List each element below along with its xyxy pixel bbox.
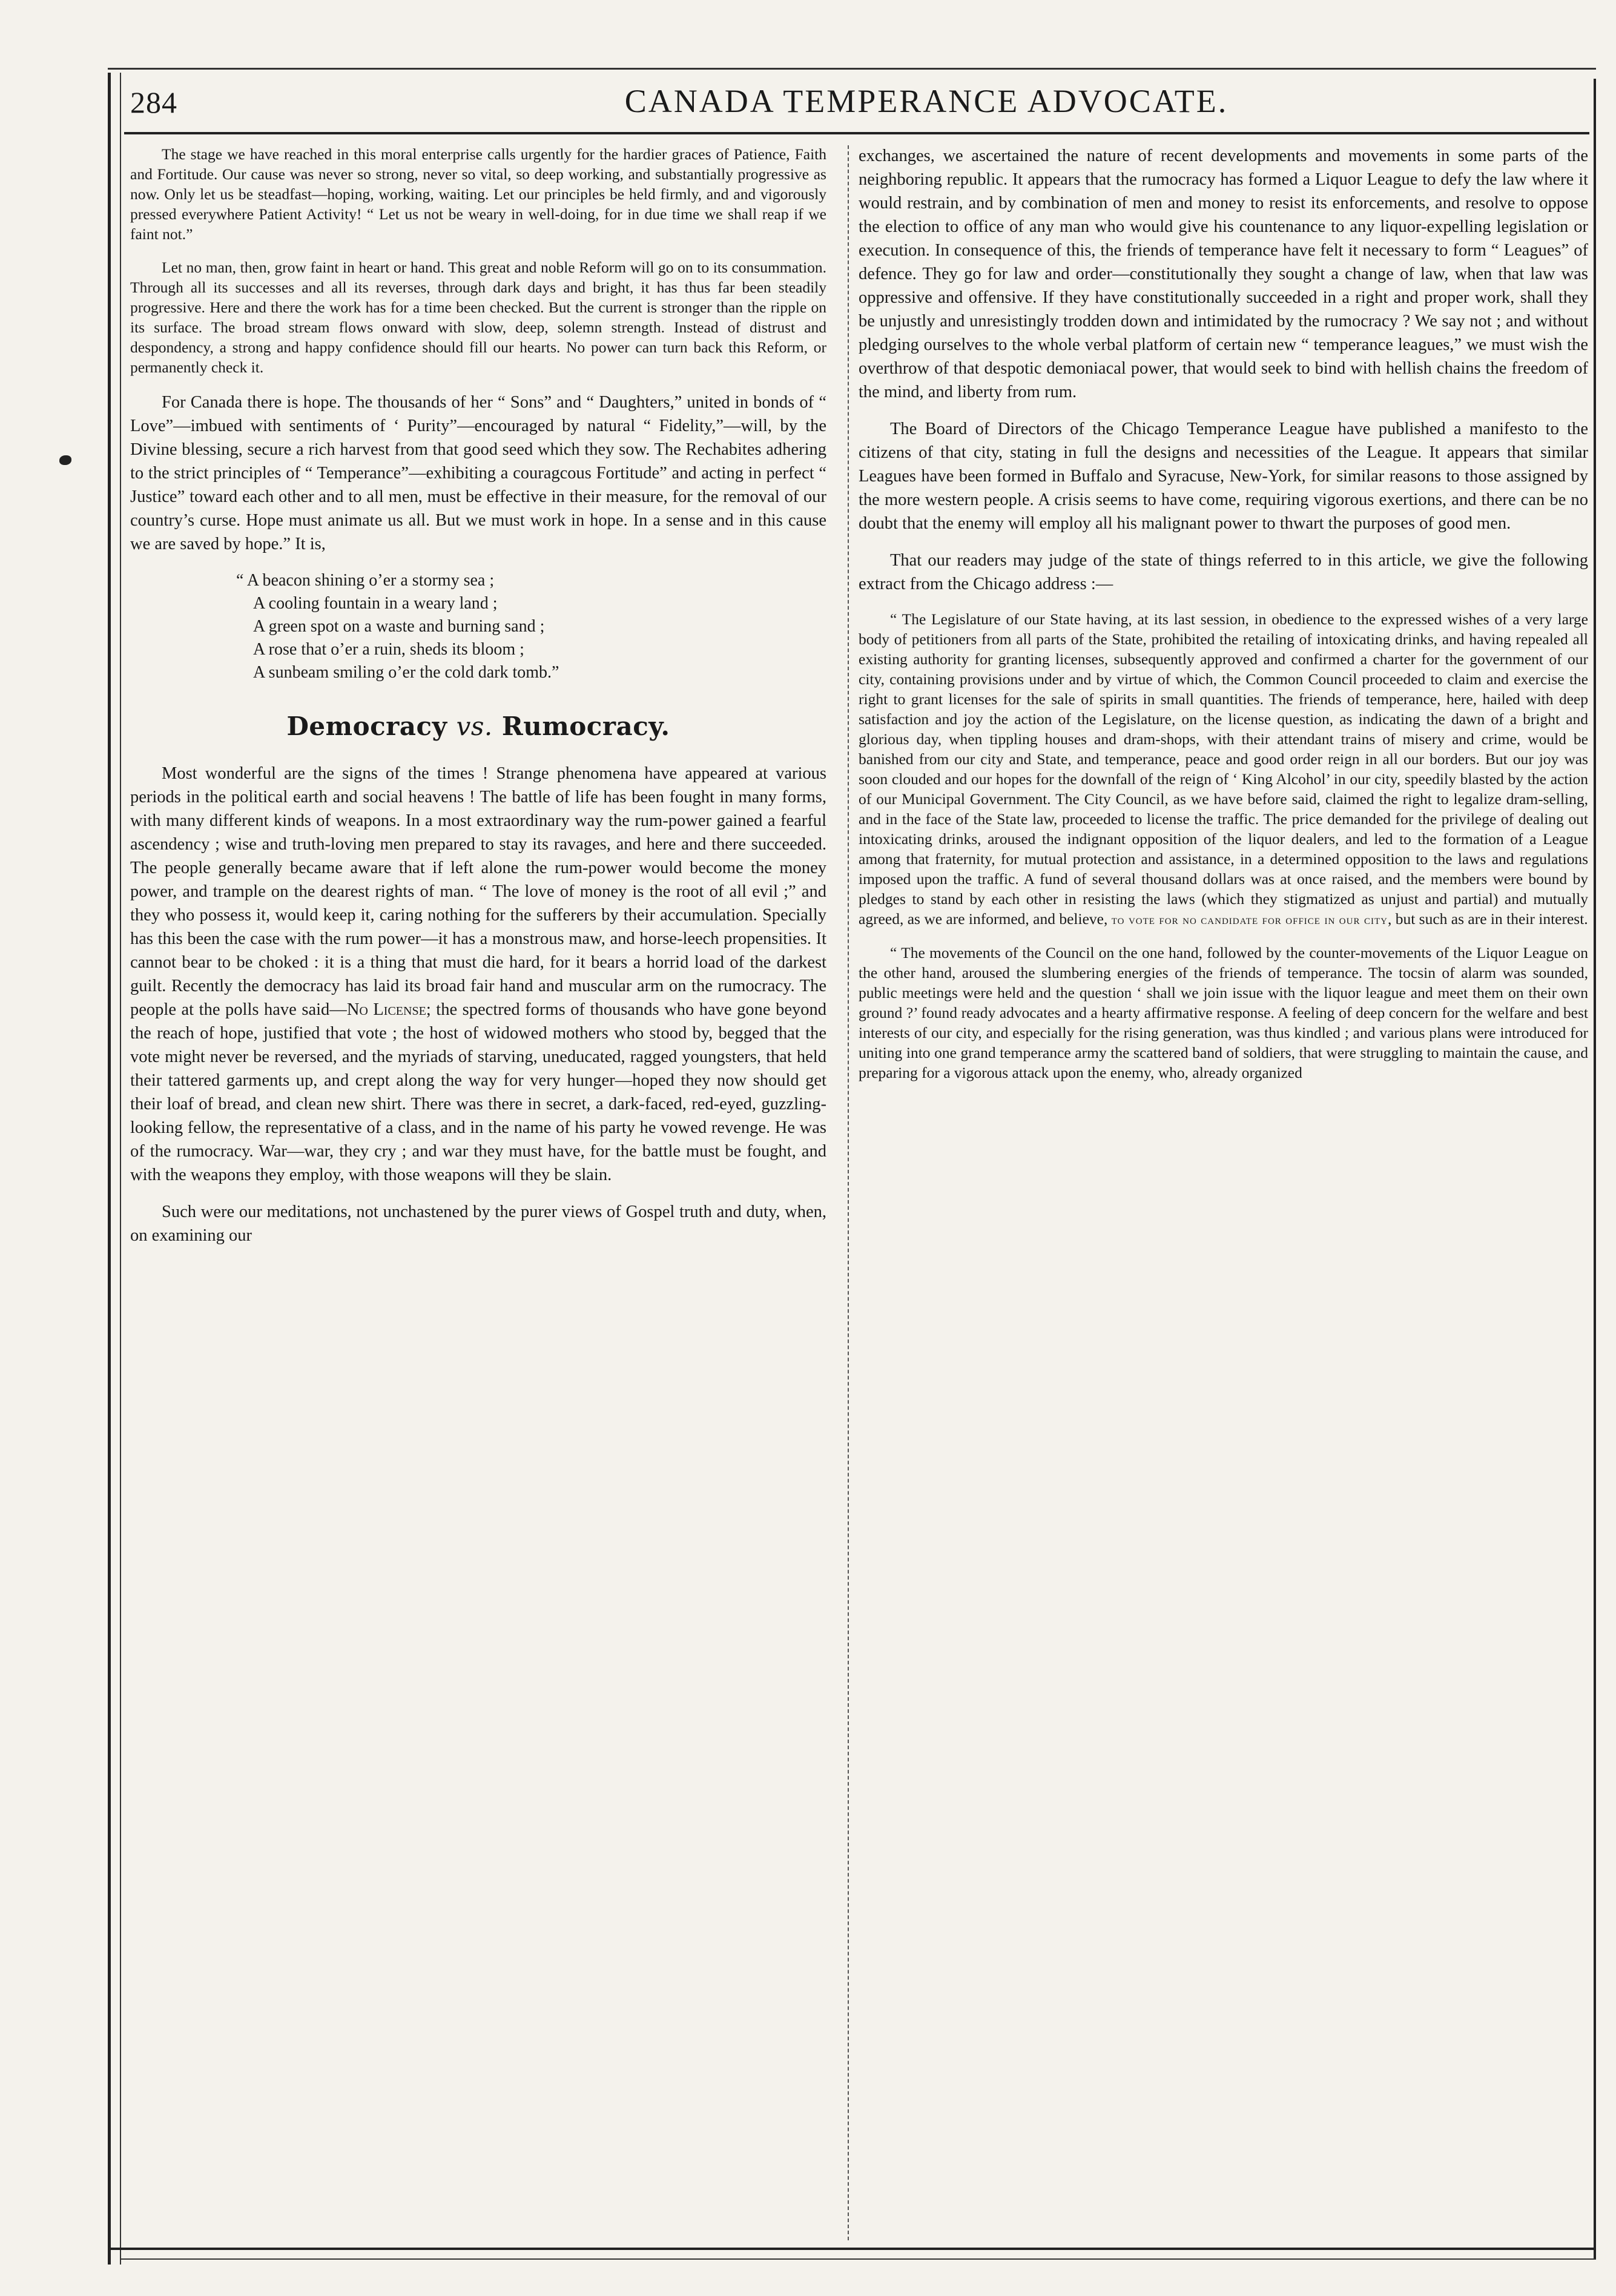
poem-line: A rose that o’er a ruin, sheds its bloom ;	[253, 640, 524, 659]
frame-top-rule	[108, 68, 1596, 70]
left-column	[130, 144, 826, 1261]
frame-bottom-rule-inner	[120, 2258, 1596, 2260]
vote-pledge-text: to vote for no candidate for office in our city	[1111, 912, 1388, 927]
margin-ink-blot-icon	[59, 455, 71, 465]
right-column	[859, 144, 1588, 1096]
poem-line: A green spot on a waste and burning sand ;	[253, 617, 545, 636]
header-rule	[124, 132, 1589, 134]
frame-right-rule	[1594, 79, 1596, 2258]
article-heading	[130, 708, 826, 745]
frame-left-rule-inner	[120, 73, 121, 2265]
poem-line: A cooling fountain in a weary land ;	[253, 594, 498, 613]
frame-bottom-rule-outer	[108, 2248, 1596, 2250]
no-license-text: No License	[346, 1000, 426, 1019]
paragraph: That our readers may judge of the state of things referred to in this article, we give the following extract from the Chicago address :—	[859, 551, 1588, 593]
paragraph-text: , but such as are in their interest.	[1387, 910, 1588, 928]
paragraph-text: ; the spectred forms of thousands who have gone beyond the reach of hope, justified that vote ; the host of widowed mothers who stood by, begged that the vote might never be reversed, and the myriads of starving, uneducated, ragged youngsters, that held their tattered garments up, and crept along the way for very hunger—hoped they now should get their loaf of bread, and clean new shirt. There was there in secret, a dark-faced, red-eyed, guzzling-looking fellow, the representative of a class, and in the name of his party he vowed revenge. He was of the rumocracy. War—war, they cry ; and war they must have, for the battle must be fought, and with the weapons they employ, with those weapons will they be slain.	[130, 1000, 826, 1184]
quoted-paragraph: “ The movements of the Council on the one hand, followed by the counter-movements of the Liquor League on the other hand, aroused the slumbering energies of the friends of temperance. The tocsin of alarm was sounded, public meetings were held and the question ‘ shall we join issue with the liquor league and meet them on their own ground ?’ found ready advocates and a hearty affirmative response. A feeling of deep concern for the welfare and best interests of our city, and especially for the rising generation, was thus kindled ; and various plans were introduced for uniting into one grand temperance army the scattered band of soldiers, that were struggling to maintain the cause, and preparing for a vigorous attack upon the enemy, who, already organized	[859, 944, 1588, 1081]
heading-right: Rumocracy.	[501, 711, 670, 741]
paragraph: Let no man, then, grow faint in heart or hand. This great and noble Reform will go on to its consummation. Through all its successes and all its reverses, through dark days and bright, it has thus far been steadily progressive. Here and there the work has for a time been checked. But the current is stronger than the ripple on its surface. The broad stream flows onward with slow, deep, solemn strength. Instead of distrust and despondency, a strong and happy confidence should fill our hearts. No power can turn back this Reform, or permanently check it.	[130, 259, 826, 376]
paragraph: For Canada there is hope. The thousands of her “ Sons” and “ Daughters,” united in bonds of “ Love”—imbued with sentiments of ‘ Purity”—encouraged by natural “ Fidelity,”—will, by the Divine blessing, secure a rich harvest from that good seed which they sow. The Rechabites adhering to the strict principles of “ Temperance”—exhibiting a couragcous Fortitude” and acting in perfect “ Justice” toward each other and to all men, must be effective in their measure, for the removal of our country’s curse. Hope must animate us all. But we must work in hope. In a sense and in this cause we are saved by hope.” It is,	[130, 393, 826, 553]
paragraph-text: “ The Legislature of our State having, at its last session, in obedience to the expressed wishes of a very large body of petitioners from all parts of the State, prohibited the retailing of intoxicating drinks, and having repealed all existing authority for granting licenses, subsequently approved and confirmed a charter for the government of our city, containing provisions under and by virtue of which, the Common Council proceeded to claim and exercise the right to grant licenses for the sale of spirits in small quantities. The friends of temperance, here, hailed with deep satisfaction and joy the action of the Legislature, on the license question, as indicating the dawn of a bright and glorious day, when tippling houses and dram-shops, with their attendant trains of misery and crime, would be banished from our city and State, and temperance, peace and good order reign in all our borders. But our joy was soon clouded and our hopes for the downfall of the reign of ‘ King Alcohol’ in our city, speedily blasted by the action of our Municipal Government. The City Council, as we have before said, claimed the right to legalize dram-selling, and in the face of the State law, proceeded to license the traffic. The price demanded for the privilege of dealing out intoxicating drinks, aroused the indignant opposition of the liquor dealers, and led to the formation of a League among that fraternity, for mutual protection and assistance, in a determined opposition to the laws and regulations imposed upon the traffic. A fund of several thousand dollars was at once raised, and the members were bound by pledges to stand by each other in resisting the laws (which they stigmatized as unjust and partial) and mutually agreed, as we are informed, and believe,	[859, 610, 1588, 928]
paragraph-text: Most wonderful are the signs of the times ! Strange phenomena have appeared at various periods in the political earth and social heavens ! The battle of life has been fought in many forms, with many different kinds of weapons. In a most extraordinary way the rum-power gained a fearful ascendency ; wise and truth-loving men prepared to stay its ravages, and here and there succeeded. The people generally became aware that if left alone the rum-power would become the money power, and trample on the dearest rights of man. “ The love of money is the root of all evil ;” and they who possess it, would keep it, caring nothing for the sufferers by their accumulation. Specially has this been the case with the rum power—it has a monstrous maw, and horse-leech propensities. It cannot bear to be choked : it is a thing that must die hard, for it bears a horrid load of the darkest guilt. Recently the democracy has laid its broad fair hand and muscular arm on the rumocracy. The people at the polls have said—	[130, 764, 826, 1019]
poem-line: “ A beacon shining o’er a stormy sea ;	[236, 571, 495, 590]
running-title: CANADA TEMPERANCE ADVOCATE.	[624, 83, 1228, 119]
heading-left: Democracy	[286, 711, 447, 741]
paragraph: Such were our meditations, not unchastened by the purer views of Gospel truth and duty, when, on examining our	[130, 1202, 826, 1245]
paragraph: The Board of Directors of the Chicago Temperance League have published a manifesto to the citizens of that city, stating in full the designs and necessities of the League. It appears that similar Leagues have been formed in Buffalo and Syracuse, New-York, for similar reasons to those assigned by the more western people. A crisis seems to have come, requiring vigorous exertions, and there can be no doubt that the enemy will employ all his malignant power to thwart the purposes of good men.	[859, 420, 1588, 533]
poem-line: A sunbeam smiling o’er the cold dark tomb.”	[253, 663, 559, 682]
paragraph: The stage we have reached in this moral enterprise calls urgently for the hardier graces of Patience, Faith and Fortitude. Our cause was never so strong, never so vital, so deep working, and substantially progressive as now. Only let us be steadfast—hoping, working, waiting. Let our principles be held firmly, and and vigorously pressed everywhere Patient Activity! “ Let us not be weary in well-doing, for in due time we shall reap if we faint not.”	[130, 145, 826, 243]
quoted-paragraph	[859, 609, 1588, 929]
frame-left-rule-outer	[108, 73, 111, 2265]
page-number: 284	[130, 85, 177, 119]
poem-quote	[236, 569, 826, 684]
column-divider	[848, 145, 849, 2240]
paragraph	[130, 762, 826, 1187]
paragraph: exchanges, we ascertained the nature of recent developments and movements in some parts of the neighboring republic. It appears that the rumocracy has formed a Liquor League to defy the law where it would restrain, and by combination of men and money to resist its enforcements, and resolve to oppose the election to office of any man who would give his countenance to any liquor-expelling legislation or execution. In consequence of this, the friends of temperance have felt it necessary to form “ Leagues” of defence. They go for law and order—constitutionally they sought a change of law, when that law was oppressive and offensive. If they have constitutionally succeeded in a right and proper work, shall they be unjustly and unresistingly trodden down and intimidated by the rumocracy ? We say not ; and without pledging ourselves to the whole verbal platform of certain new “ temperance leagues,” we must wish the overthrow of that despotic demoniacal power, that would seek to bind with hellish chains the freedom of the mind, and liberty from rum.	[859, 147, 1588, 401]
heading-vs: vs.	[456, 711, 493, 741]
